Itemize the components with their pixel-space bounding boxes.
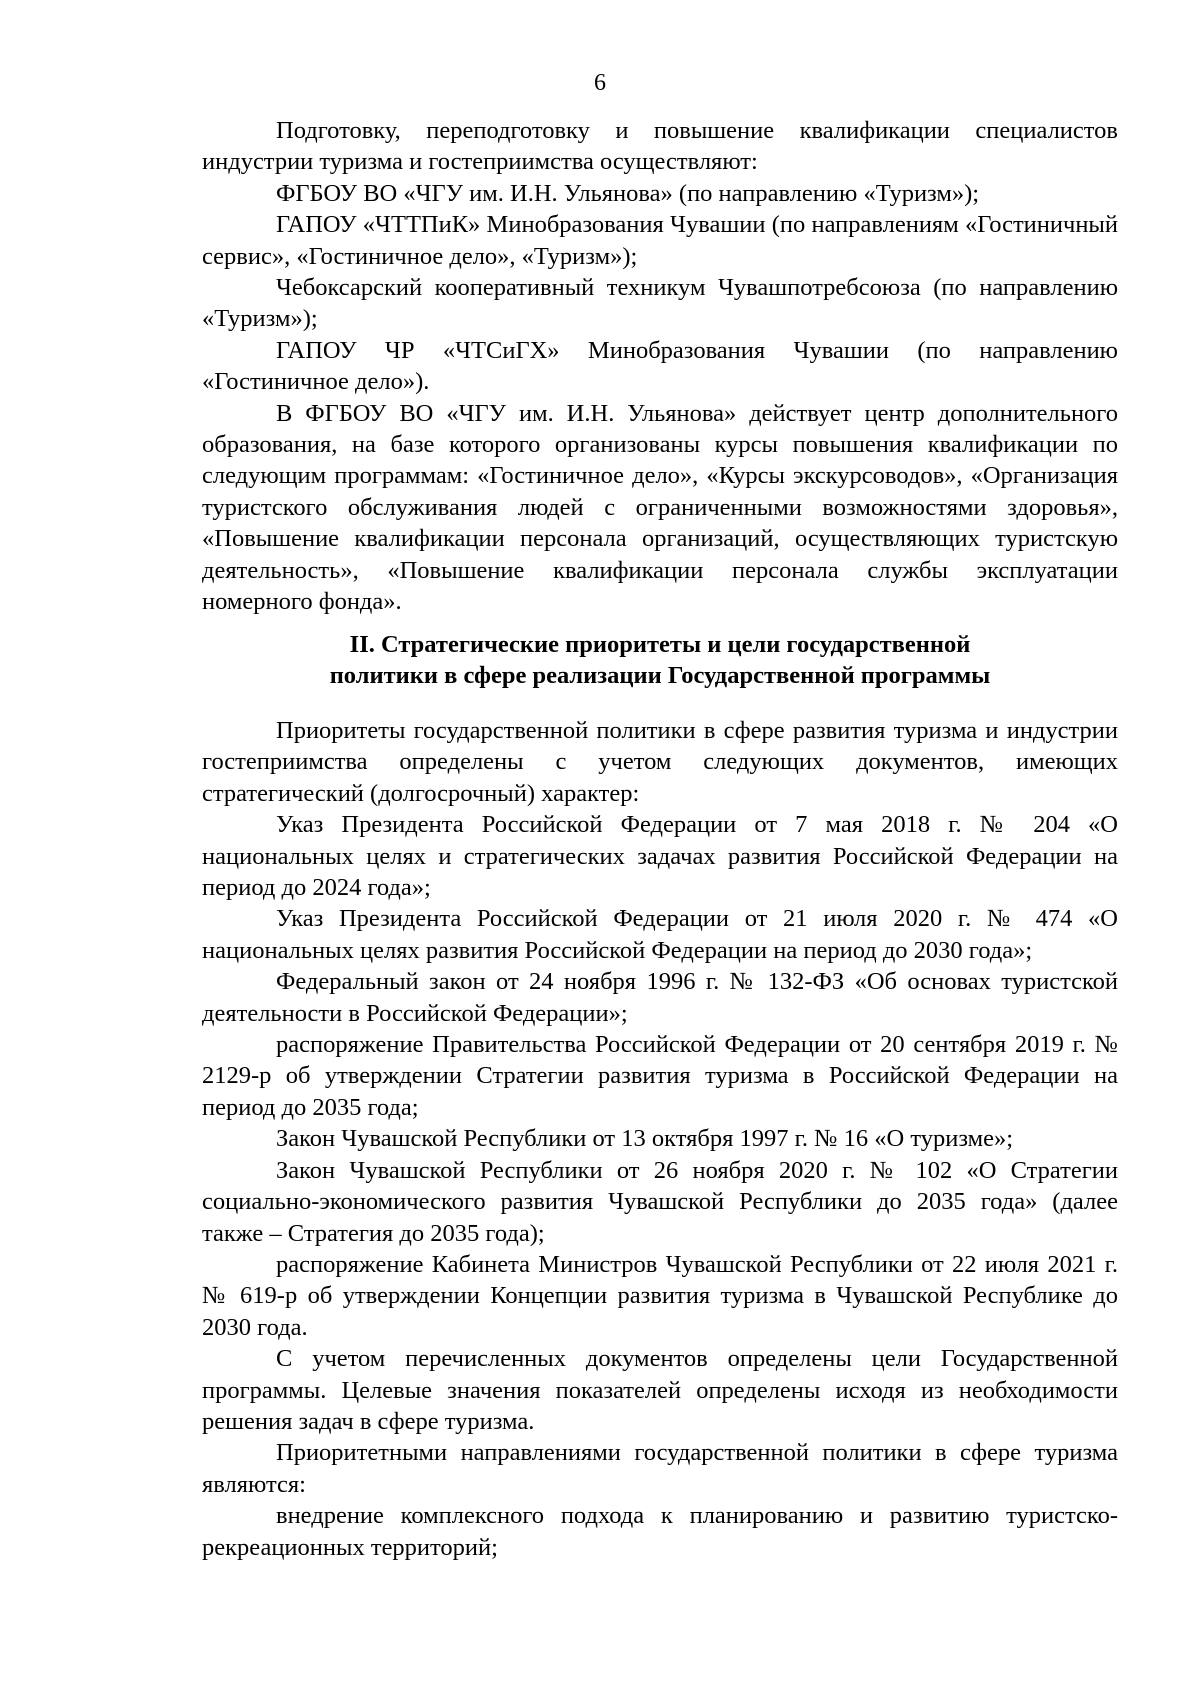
section2-heading-line2: политики в сфере реализации Государственной программы [329, 662, 991, 690]
section2-heading-line1: II. Стратегические приоритеты и цели государственной [349, 631, 971, 658]
section2-text [202, 715, 1118, 1563]
paragraph: распоряжение Правительства Российской Федерации от 20 сентября 2019 г. № 2129-р об утверждении Стратегии развития туризма в Российской Федерации на период до 2035 года; [202, 1031, 1118, 1121]
paragraph: распоряжение Кабинета Министров Чувашской Республики от 22 июля 2021 г. № 619-р об утверждении Концепции развития туризма в Чувашской Республике до 2030 года. [202, 1250, 1118, 1341]
section2-heading [202, 629, 1118, 692]
paragraph: Указ Президента Российской Федерации от 21 июля 2020 г. № 474 «О национальных целях развития Российской Федерации на период до 2030 года»; [202, 905, 1118, 964]
section1-text [202, 115, 1118, 618]
paragraph: В ФГБОУ ВО «ЧГУ им. И.Н. Ульянова» действует центр дополнительного образования, на базе которого организованы курсы повышения квалификации по следующим программам: «Гостиничное дело», «Курсы экскурсоводов», «Организация туристского обслуживания людей с ограниченными возможностями здоровья», «Повышение квалификации персонала организаций, осуществляющих туристскую деятельность», «Повышение квалификации персонала службы эксплуатации номерного фонда». [202, 399, 1118, 616]
paragraph: Чебоксарский кооперативный техникум Чувашпотребсоюза (по направлению «Туризм»); [202, 274, 1118, 333]
paragraph: Приоритетными направлениями государственной политики в сфере туризма являются: [202, 1439, 1118, 1498]
paragraph: ГАПОУ «ЧТТПиК» Минобразования Чувашии (по направлениям «Гостиничный сервис», «Гостиничное дело», «Туризм»); [202, 211, 1118, 270]
paragraph: Федеральный закон от 24 ноября 1996 г. № 132-ФЗ «Об основах туристской деятельности в Российской Федерации»; [202, 968, 1118, 1027]
paragraph: ФГБОУ ВО «ЧГУ им. И.Н. Ульянова» (по направлению «Туризм»); [276, 179, 980, 207]
paragraph: Закон Чувашской Республики от 13 октября 1997 г. № 16 «О туризме»; [276, 1125, 1014, 1153]
paragraph: Закон Чувашской Республики от 26 ноября 2020 г. № 102 «О Стратегии социально-экономического развития Чувашской Республики до 2035 года» (далее также – Стратегия до 2035 года); [202, 1156, 1118, 1247]
paragraph: ГАПОУ ЧР «ЧТСиГХ» Минобразования Чувашии (по направлению «Гостиничное дело»). [202, 336, 1118, 396]
page-number: 6 [594, 70, 606, 96]
paragraph: внедрение комплексного подхода к планированию и развитию туристско-рекреационных территорий; [202, 1502, 1118, 1561]
paragraph: Указ Президента Российской Федерации от 7 мая 2018 г. № 204 «О национальных целях и стратегических задачах развития Российской Федерации на период до 2024 года»; [202, 811, 1118, 902]
paragraph: Приоритеты государственной политики в сфере развития туризма и индустрии гостеприимства определены с учетом следующих документов, имеющих стратегический (долгосрочный) характер: [202, 717, 1118, 807]
paragraph: Подготовку, переподготовку и повышение квалификации специалистов индустрии туризма и гостеприимства осуществляют: [202, 117, 1118, 176]
paragraph: С учетом перечисленных документов определены цели Государственной программы. Целевые значения показателей определены исходя из необходимости решения задач в сфере туризма. [202, 1345, 1118, 1435]
